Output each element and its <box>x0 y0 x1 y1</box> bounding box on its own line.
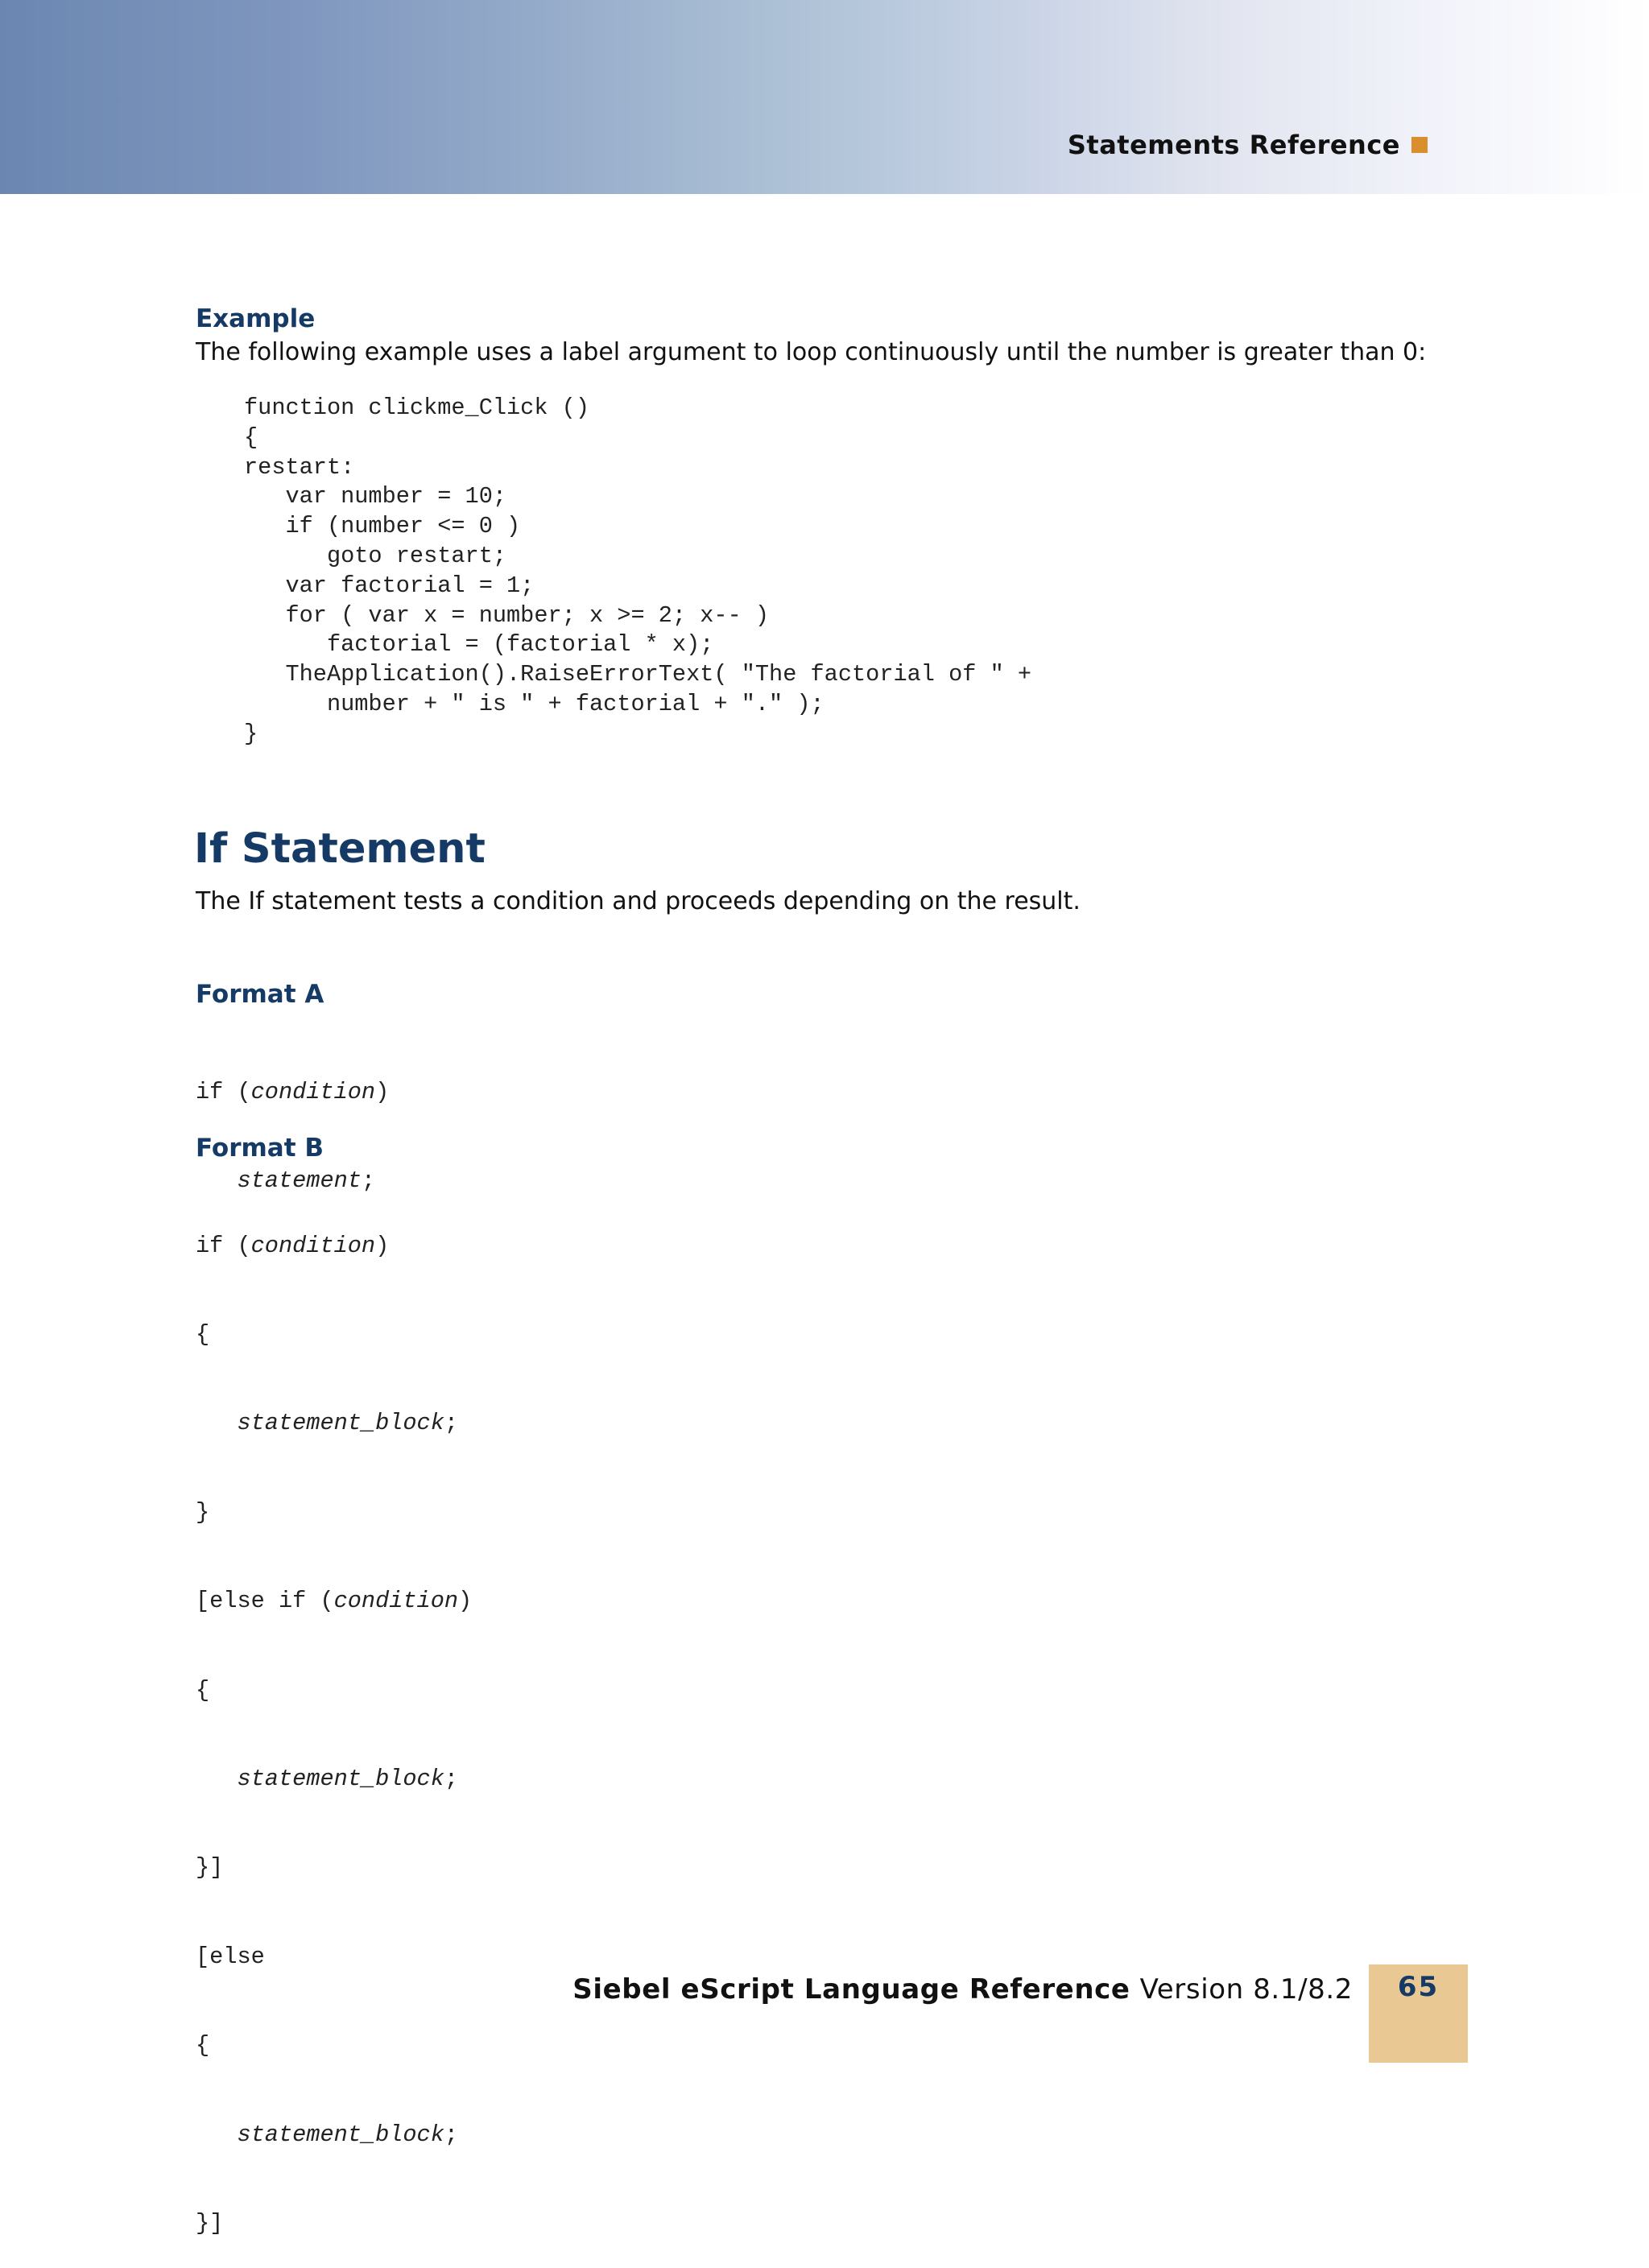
footer <box>572 1969 1353 2010</box>
format-b-line-5: [else if (condition) <box>196 1588 473 1615</box>
page-number: 65 <box>1397 1971 1440 2003</box>
code-line: if (number <= 0 ) <box>244 513 521 540</box>
format-b-line-3: statement_block; <box>237 1410 459 1437</box>
format-b-heading: Format B <box>196 1134 324 1163</box>
format-b-line-11: statement_block; <box>237 2121 459 2148</box>
format-a-line-2: statement; <box>237 1167 376 1194</box>
code-line: var factorial = 1; <box>244 572 535 599</box>
code-line: number + " is " + factorial + "." ); <box>244 690 824 717</box>
code-line: var number = 10; <box>244 483 507 510</box>
format-b-line-6: { <box>196 1676 210 1704</box>
code-line: { <box>244 423 258 451</box>
example-intro: The following example uses a label argument to loop continuously until the number is greater than 0: <box>196 338 1427 366</box>
format-b-line-8: }] <box>196 1854 224 1882</box>
format-b-line-10: { <box>196 2032 210 2059</box>
code-line: factorial = (factorial * x); <box>244 631 714 659</box>
format-b-line-4: } <box>196 1498 210 1526</box>
footer-version: Version 8.1/8.2 <box>1139 1973 1353 2006</box>
format-b-line-1: if (condition) <box>196 1232 390 1259</box>
example-code-block <box>244 394 1031 750</box>
code-line: for ( var x = number; x >= 2; x-- ) <box>244 601 770 629</box>
section-title: Statements Reference <box>1067 130 1400 160</box>
format-a-heading: Format A <box>196 980 324 1009</box>
code-line: goto restart; <box>244 542 507 569</box>
format-b-line-12: }] <box>196 2209 224 2237</box>
orange-square-icon <box>1411 137 1428 153</box>
format-b-line-2: { <box>196 1320 210 1348</box>
format-b-code <box>196 1172 472 2268</box>
example-heading: Example <box>196 304 316 333</box>
if-statement-heading: If Statement <box>194 825 486 873</box>
code-line: restart: <box>244 453 355 481</box>
format-b-line-9: [else <box>196 1943 265 1970</box>
format-b-line-7: statement_block; <box>237 1765 459 1792</box>
header-banner <box>0 0 1649 194</box>
code-line: TheApplication().RaiseErrorText( "The factorial of " + <box>244 661 1032 688</box>
if-statement-description: The If statement tests a condition and proceeds depending on the result. <box>196 887 1081 915</box>
page-number-box <box>1369 1964 1468 2063</box>
footer-book-title: Siebel eScript Language Reference <box>572 1973 1130 2006</box>
running-head <box>1068 129 1428 161</box>
code-line: function clickme_Click () <box>244 395 589 421</box>
format-a-line-1: if (condition) <box>196 1078 390 1105</box>
code-line: } <box>244 720 258 747</box>
